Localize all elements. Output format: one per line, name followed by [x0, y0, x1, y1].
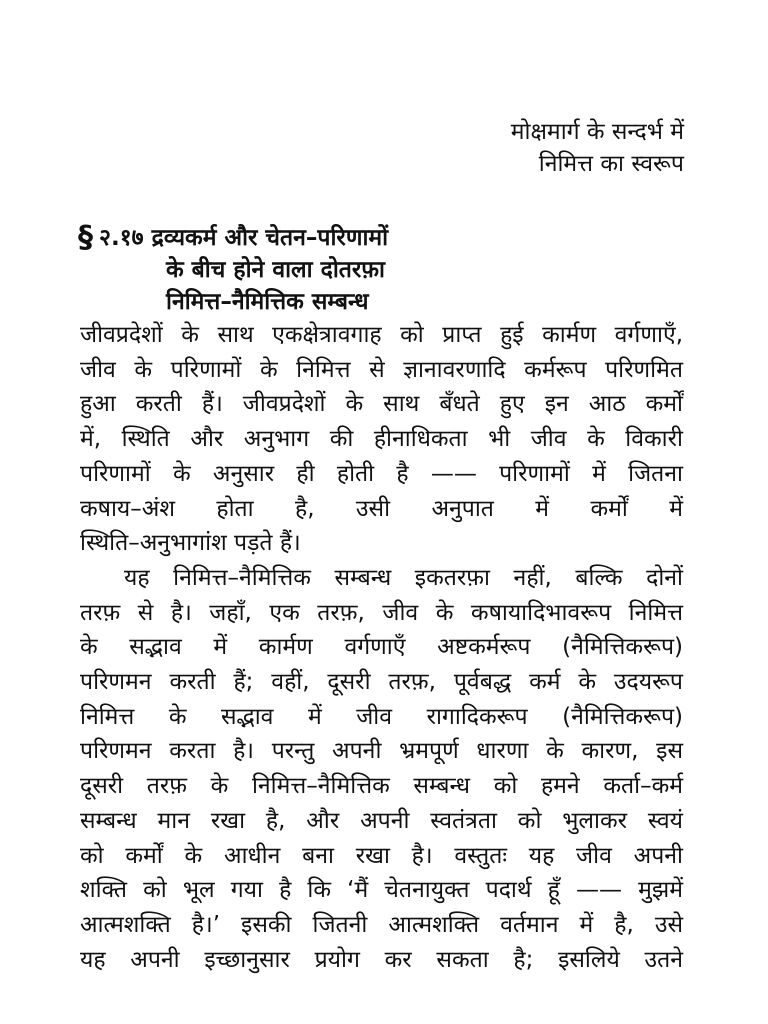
section-heading	[78, 222, 388, 318]
paragraph-1-line: हुआ करती हैं। जीवप्रदेशों के साथ बँधते हुए इन आठ कर्मों	[80, 391, 683, 418]
section-heading-line-2: के बीच होने वाला दोतरफ़ा	[166, 257, 385, 283]
paragraph-2-line: सम्बन्ध मान रखा है, और अपनी स्वतंत्रता को भुलाकर स्वयं	[80, 807, 683, 834]
paragraph-2-line: के सद्भाव में कार्मण वर्गणाएँ अष्टकर्मरूप (नैमित्तिकरूप)	[80, 634, 683, 661]
paragraph-2-line: यह निमित्त–नैमित्तिक सम्बन्ध इकतरफ़ा नहीं, बल्कि दोनों	[124, 564, 683, 591]
running-head	[511, 116, 684, 180]
paragraph-1-line: स्थिति–अनुभागांश पड़ते हैं।	[80, 530, 301, 557]
paragraph-1-line: जीवप्रदेशों के साथ एकक्षेत्रावगाह को प्राप्त हुई कार्मण वर्गणाएँ,	[80, 322, 683, 348]
paragraph-2-line: निमित्त के सद्भाव में जीव रागादिकरूप (नैमित्तिकरूप)	[80, 703, 683, 730]
paragraph-2-line: को कर्मों के आधीन बना रखा है। वस्तुतः यह जीव अपनी	[80, 842, 683, 869]
paragraph-1-line: में, स्थिति और अनुभाग की हीनाधिकता भी जीव के विकारी	[80, 426, 683, 453]
paragraph-2-line: परिणमन करता है। परन्तु अपनी भ्रमपूर्ण धारणा के कारण, इस	[80, 738, 683, 765]
running-head-line-1: मोक्षमार्ग के सन्दर्भ में	[510, 119, 684, 145]
paragraph-2-line: तरफ़ से है। जहाँ, एक तरफ़, जीव के कषायादिभावरूप निमित्त	[80, 599, 683, 626]
paragraph-1-line: परिणामों के अनुसार ही होती है —— परिणामों में जितना	[80, 460, 683, 487]
section-heading-line-3: निमित्त–नैमित्तिक सम्बन्ध	[166, 289, 369, 315]
paragraph-2-line: दूसरी तरफ़ के निमित्त–नैमित्तिक सम्बन्ध को हमने कर्ता–कर्म	[80, 773, 683, 800]
paragraph-2-line: परिणमन करती हैं; वहीं, दूसरी तरफ़, पूर्वबद्ध कर्म के उदयरूप	[80, 669, 683, 696]
section-heading-line-1	[78, 222, 388, 254]
paragraph-2-line: यह अपनी इच्छानुसार प्रयोग कर सकता है; इसलिये उतने	[80, 946, 683, 973]
paragraph-1-line: जीव के परिणामों के निमित्त से ज्ञानावरणादि कर्मरूप परिणमित	[80, 356, 683, 383]
paragraph-2-line: शक्ति को भूल गया है कि ‘मैं चेतनायुक्त पदार्थ हूँ —— मुझमें	[80, 877, 683, 904]
running-head-line-2: निमित्त का स्वरूप	[538, 151, 684, 177]
paragraph-2-line: आत्मशक्ति है।’ इसकी जितनी आत्मशक्ति वर्तमान में है, उसे	[80, 911, 683, 938]
section-sign-icon: §	[78, 220, 93, 255]
paragraph-1-line: कषाय–अंश होता है, उसी अनुपात में कर्मों में	[80, 495, 683, 522]
section-title-part-1: २.१७ द्रव्यकर्म और चेतन–परिणामों	[99, 225, 389, 251]
body-text	[80, 318, 683, 977]
